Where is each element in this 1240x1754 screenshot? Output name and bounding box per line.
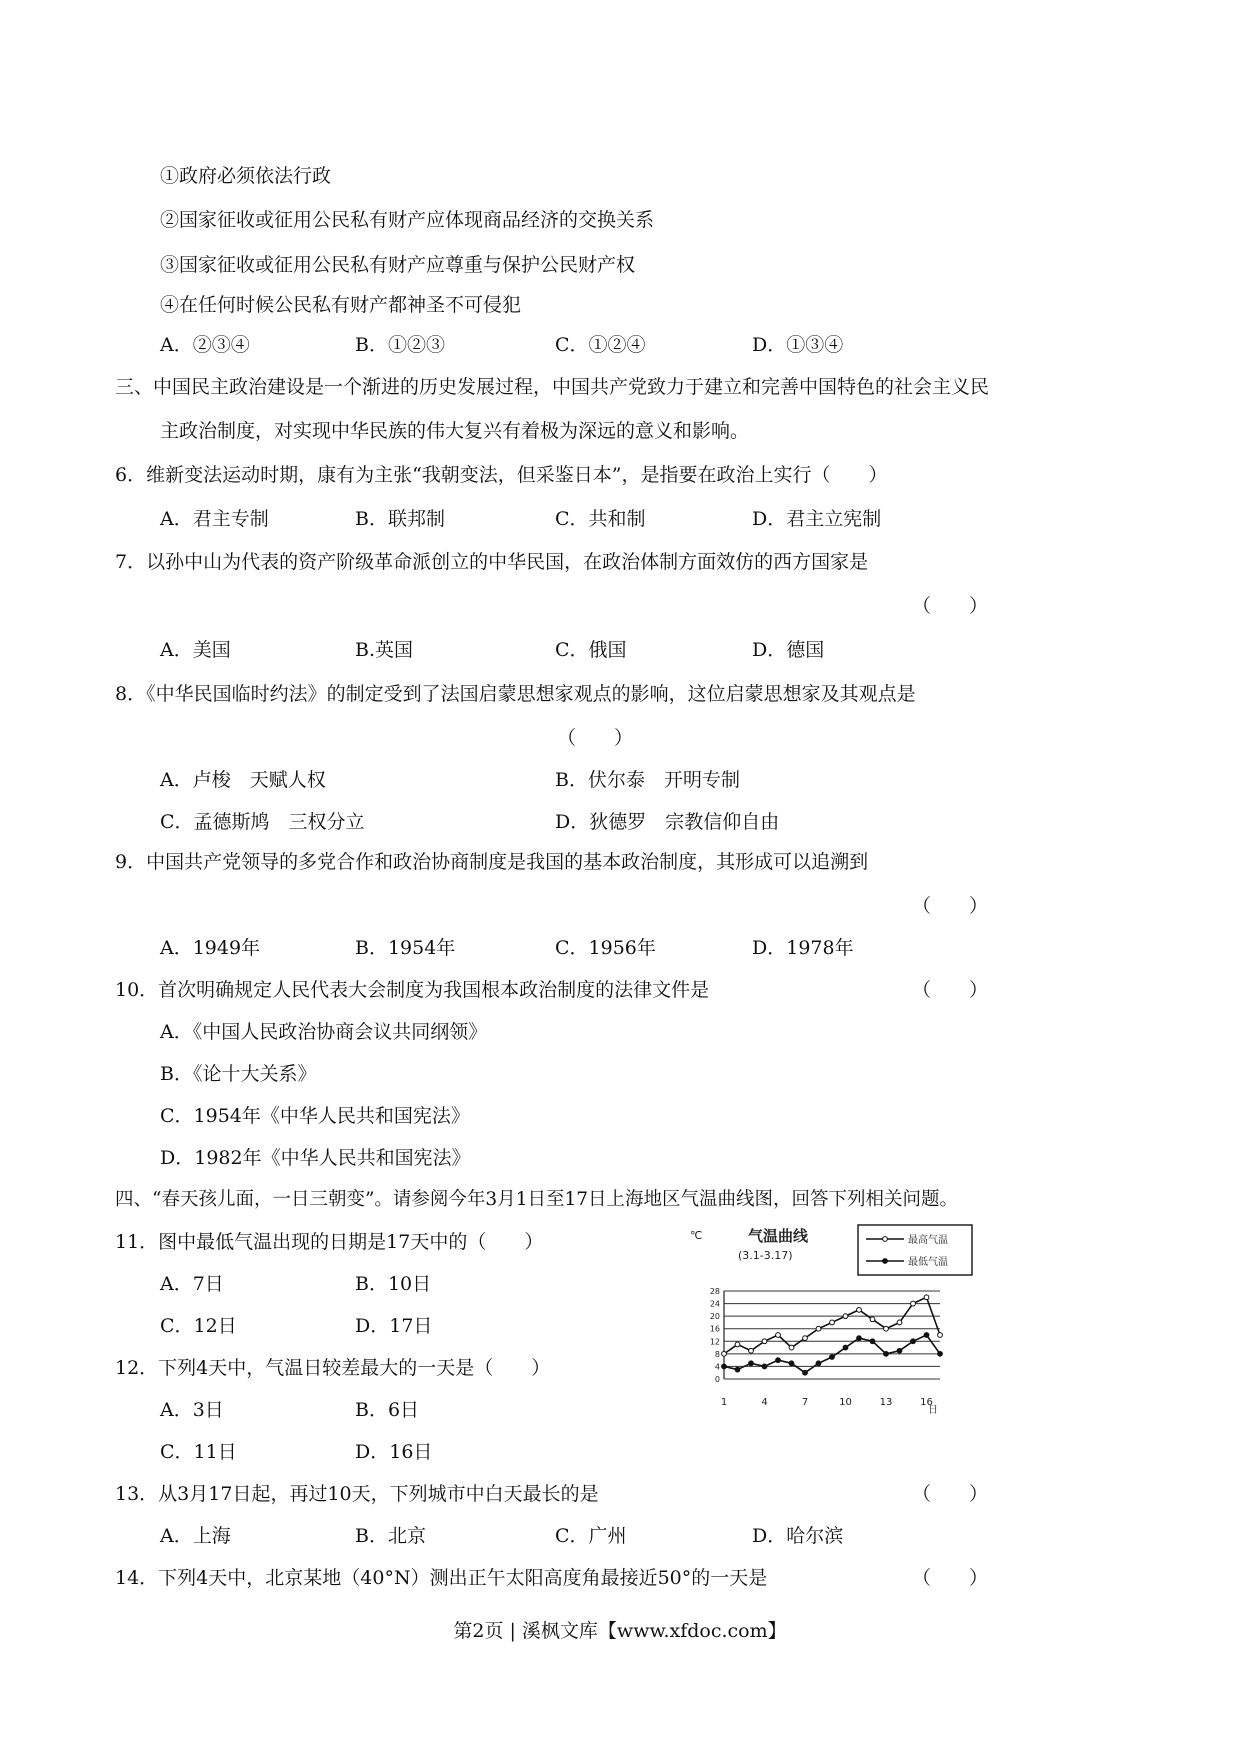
q7-stem: 7．以孙中山为代表的资产阶级革命派创立的中华民国，在政治体制方面效仿的西方国家是 <box>115 551 869 573</box>
max-temp-point <box>870 1317 875 1322</box>
page-footer: 第2页 | 溪枫文库【www.xfdoc.com】 <box>453 1620 787 1642</box>
q9-option-d: D．1978年 <box>752 937 854 959</box>
chart-x-axis-label: 日 <box>928 1405 938 1416</box>
min-temp-point <box>776 1358 781 1363</box>
q8-option-c: C．孟德斯鸠 三权分立 <box>160 811 365 833</box>
chart-subtitle: (3.1-3.17) <box>738 1249 793 1262</box>
max-temp-point <box>938 1333 943 1338</box>
q13-option-a: A．上海 <box>160 1525 231 1547</box>
q14-stem: 14．下列4天中，北京某地（40°N）测出正午太阳高度角最接近50°的一天是 <box>115 1567 768 1589</box>
q6-option-d: D．君主立宪制 <box>752 508 882 530</box>
min-temp-point <box>911 1339 916 1344</box>
q9-answer-paren: （ ） <box>912 895 989 917</box>
q6-option-b: B．联邦制 <box>355 508 445 530</box>
legend-marker <box>883 1259 888 1264</box>
q10-answer-paren: （ ） <box>912 979 989 1001</box>
max-temp-point <box>884 1326 889 1331</box>
q9-option-b: B．1954年 <box>355 937 456 959</box>
q5-option-a: A．②③④ <box>160 334 250 356</box>
q9-option-a: A．1949年 <box>160 937 261 959</box>
max-temp-point <box>897 1320 902 1325</box>
q8-option-b: B．伏尔泰 开明专制 <box>555 769 740 791</box>
max-temp-point <box>722 1351 727 1356</box>
min-temp-point <box>884 1351 889 1356</box>
max-temp-point <box>803 1336 808 1341</box>
q8-answer-paren: （ ） <box>557 727 634 749</box>
chart-y-unit: ℃ <box>690 1229 703 1242</box>
q12-option-a: A．3日 <box>160 1399 224 1421</box>
q13-option-b: B．北京 <box>355 1525 426 1547</box>
q9-stem: 9．中国共产党领导的多党合作和政治协商制度是我国的基本政治制度，其形成可以追溯到 <box>115 851 869 873</box>
q13-option-c: C．广州 <box>555 1525 627 1547</box>
min-temp-point <box>924 1333 929 1338</box>
min-temp-point <box>870 1339 875 1344</box>
q8-stem: 8．《中华民国临时约法》的制定受到了法国启蒙思想家观点的影响，这位启蒙思想家及其观点是 <box>115 683 916 705</box>
q13-answer-paren: （ ） <box>912 1483 989 1505</box>
max-temp-point <box>816 1326 821 1331</box>
q10-option-b: B．《论十大关系》 <box>160 1063 317 1085</box>
chart-x-tick-label: 4 <box>761 1397 768 1408</box>
q10-option-d: D．1982年《中华人民共和国宪法》 <box>160 1147 471 1169</box>
max-temp-point <box>830 1320 835 1325</box>
chart-y-tick-label: 16 <box>709 1324 720 1334</box>
max-temp-point <box>843 1314 848 1319</box>
min-temp-point <box>830 1355 835 1360</box>
chart-x-tick-label: 13 <box>879 1397 893 1408</box>
q11-stem: 11．图中最低气温出现的日期是17天中的（ ） <box>115 1231 544 1253</box>
min-temp-point <box>762 1364 767 1369</box>
max-temp-point <box>857 1307 862 1312</box>
min-temp-point <box>803 1370 808 1375</box>
q11-option-a: A．7日 <box>160 1273 224 1295</box>
max-temp-point <box>789 1345 794 1350</box>
q12-option-d: D．16日 <box>355 1441 433 1463</box>
temperature-line-chart <box>690 1223 980 1423</box>
min-temp-point <box>789 1361 794 1366</box>
min-temp-point <box>722 1364 727 1369</box>
q13-option-d: D．哈尔滨 <box>752 1525 844 1547</box>
chart-title: 气温曲线 <box>748 1227 809 1245</box>
section3-intro-line2: 主政治制度，对实现中华民族的伟大复兴有着极为深远的意义和影响。 <box>160 420 750 442</box>
q12-option-b: B．6日 <box>355 1399 420 1421</box>
q6-stem: 6．维新变法运动时期，康有为主张“我朝变法，但采鉴日本”，是指要在政治上实行（ ） <box>115 464 888 486</box>
q6-option-a: A．君主专制 <box>160 508 269 530</box>
chart-y-tick-label: 28 <box>709 1287 720 1296</box>
statement-1: ①政府必须依法行政 <box>160 165 332 187</box>
q7-option-a: A．美国 <box>160 639 231 661</box>
max-temp-point <box>924 1295 929 1300</box>
q5-option-d: D．①③④ <box>752 334 844 356</box>
q5-option-b: B．①②③ <box>355 334 445 356</box>
q13-stem: 13．从3月17日起，再过10天，下列城市中白天最长的是 <box>115 1483 599 1505</box>
section4-intro: 四、“春天孩儿面，一日三朝变”。请参阅今年3月1日至17日上海地区气温曲线图，回答下列相关问题。 <box>115 1189 959 1210</box>
max-temp-point <box>749 1348 754 1353</box>
q7-answer-paren: （ ） <box>912 595 989 617</box>
chart-y-tick-label: 8 <box>714 1349 720 1359</box>
max-temp-point <box>776 1333 781 1338</box>
max-temp-point <box>911 1301 916 1306</box>
q9-option-c: C．1956年 <box>555 937 656 959</box>
q8-option-a: A．卢梭 天赋人权 <box>160 769 326 791</box>
q11-option-b: B．10日 <box>355 1273 432 1295</box>
q11-option-c: C．12日 <box>160 1315 237 1337</box>
max-temp-point <box>762 1339 767 1344</box>
min-temp-point <box>843 1345 848 1350</box>
max-temp-point <box>735 1342 740 1347</box>
chart-y-tick-label: 24 <box>709 1299 720 1309</box>
q5-option-c: C．①②④ <box>555 334 646 356</box>
statement-4: ④在任何时候公民私有财产都神圣不可侵犯 <box>160 294 522 316</box>
min-temp-point <box>938 1351 943 1356</box>
legend-label: 最高气温 <box>908 1235 948 1246</box>
q7-option-c: C．俄国 <box>555 639 627 661</box>
chart-y-tick-label: 4 <box>714 1362 720 1372</box>
q10-stem: 10．首次明确规定人民代表大会制度为我国根本政治制度的法律文件是 <box>115 979 710 1001</box>
q12-option-c: C．11日 <box>160 1441 237 1463</box>
chart-y-tick-label: 12 <box>709 1337 720 1347</box>
min-temp-point <box>816 1361 821 1366</box>
q6-option-c: C．共和制 <box>555 508 646 530</box>
q10-option-c: C．1954年《中华人民共和国宪法》 <box>160 1105 470 1127</box>
q7-option-d: D．德国 <box>752 639 825 661</box>
q8-option-d: D．狄德罗 宗教信仰自由 <box>555 811 780 833</box>
min-temp-point <box>749 1361 754 1366</box>
chart-x-tick-label: 10 <box>839 1397 852 1408</box>
q7-option-b: B.英国 <box>355 639 414 661</box>
q11-option-d: D．17日 <box>355 1315 433 1337</box>
min-temp-point <box>857 1336 862 1341</box>
q14-answer-paren: （ ） <box>912 1567 989 1589</box>
min-temp-point <box>735 1367 740 1372</box>
chart-y-tick-label: 20 <box>709 1312 720 1322</box>
legend-label: 最低气温 <box>908 1257 948 1268</box>
chart-legend <box>866 1233 948 1268</box>
section3-intro-line1: 三、中国民主政治建设是一个渐进的历史发展过程，中国共产党致力于建立和完善中国特色的社会主义民 <box>115 376 990 398</box>
statement-2: ②国家征收或征用公民私有财产应体现商品经济的交换关系 <box>160 209 655 231</box>
q10-option-a: A．《中国人民政治协商会议共同纲领》 <box>160 1021 488 1043</box>
min-temp-point <box>897 1348 902 1353</box>
q12-stem: 12．下列4天中，气温日较差最大的一天是（ ） <box>115 1357 551 1379</box>
chart-x-tick-label: 7 <box>801 1397 809 1408</box>
chart-x-tick-label: 1 <box>720 1397 728 1408</box>
statement-3: ③国家征收或征用公民私有财产应尊重与保护公民财产权 <box>160 254 636 276</box>
chart-y-tick-label: 0 <box>714 1375 720 1384</box>
chart-x-tick-label: 16 <box>920 1397 933 1408</box>
legend-marker <box>883 1237 888 1242</box>
